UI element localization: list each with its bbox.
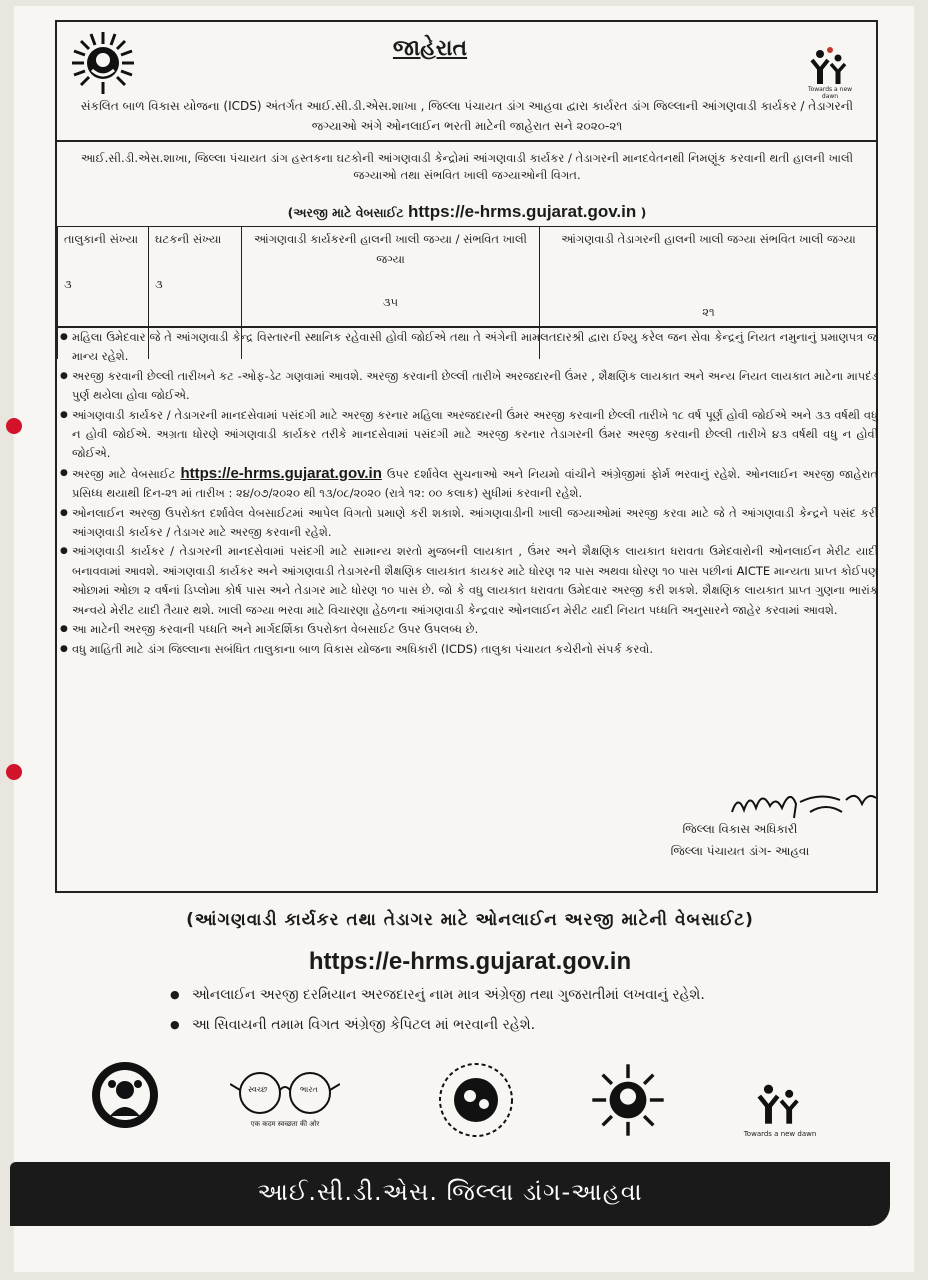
girl-child-logo-icon <box>90 1060 160 1130</box>
bullet-text: ઉપર દર્શાવેલ સુચનાઓ અને નિયમો વાંચીને અંગ્રેજીમાં ફોર્મ ભરવાનું રહેશે. ઓનલાઈન અરજી જાહેરાત પ્રસિધ્ધ થયાથી દિન-૨૧ માં તારીખ : ૨૪/૦૭/૨૦૨૦ થી ૧૩/૦૮/૨૦૨૦ (રાત્રે ૧૨: ૦૦ કલાક) સુધીમાં કરવાની રહેશે. <box>72 466 879 501</box>
officer-title: જિલ્લા વિકાસ અધિકારી <box>682 822 798 836</box>
swachh-caption: एक कदम स्वच्छता की ओर <box>250 1120 320 1128</box>
footer-text: આઈ.સી.ડી.એસ. જિલ્લા ડાંગ-આહવા <box>257 1178 643 1206</box>
divider <box>57 140 876 142</box>
swachh-bharat-logo <box>230 1068 340 1128</box>
family-figures-icon <box>740 1080 820 1126</box>
list-item: ● આ સિવાયની તમામ વિગત અંગ્રેજી કેપિટલ માં ભરવાની રહેશે. <box>170 1010 830 1040</box>
header-taluka-count: તાલુકાની સંખ્યા <box>58 227 149 276</box>
swachh-right-text: ભારત <box>300 1085 318 1094</box>
poshan-seal-icon <box>436 1060 516 1140</box>
list-item: ● મહિલા ઉમેદવાર જે તે આંગણવાડી કેન્દ્ર વિસ્તારની સ્થાનિક રહેવાસી હોવી જોઈએ તથા તે અંગેની મામલતદારશ્રી દ્વારા ઈશ્યુ કરેલ જન સેવા કેન્દ્રનું નિયત નમુનાનું પ્રમાણપત્ર જ માન્ય રહેશે. <box>60 328 878 367</box>
website-suffix: ) <box>640 205 647 220</box>
red-mark <box>6 764 22 780</box>
towards-new-dawn-logo <box>740 1080 820 1138</box>
bullet-website-prefix: અરજી માટે વેબસાઈટ <box>72 466 176 481</box>
list-item <box>60 464 878 504</box>
list-item: ● આંગણવાડી કાર્યકર / તેડાગરની માનદસેવામાં પસંદગી માટે અરજી કરનાર મહિલા અરજદારની ઉંમર અરજી કરવાની છેલ્લી તારીખે ૧૮ વર્ષ પૂર્ણ હોવી જોઈએ અને ૩૩ વર્ષથી વધુ ન હોવી જોઈએ. અગ્રતા ધોરણે આંગણવાડી કાર્યકર તરીકે માનદસેવામાં પસંદગી માટે અરજી કરનાર તેડાગરની ઉંમર અરજી કરવાની છેલ્લી તારીખે ૪૩ વર્ષથી વધુ ન હોવી જોઈએ. <box>60 406 878 464</box>
bullet-website-link[interactable]: https://e-hrms.gujarat.gov.in <box>180 464 382 482</box>
list-item: ● આ માટેની અરજી કરવાની પધ્ધતિ અને માર્ગદર્શિકા ઉપરોક્ત વેબસાઈટ ઉપર ઉપલબ્ધ છે. <box>60 620 878 639</box>
towards-caption: Towards a new dawn <box>743 1130 817 1138</box>
notice-title: જાહેરાત <box>392 36 468 61</box>
cell-worker-vacancy: ૩૫ <box>242 275 540 359</box>
cell-taluka-count: ૩ <box>58 275 149 359</box>
website-line <box>62 202 872 222</box>
towards-new-dawn-logo <box>800 46 860 100</box>
office-name: જિલ્લા પંચાયત ડાંગ- આહવા <box>670 844 810 858</box>
list-item: ● વધુ માહિતી માટે ડાંગ જિલ્લાના સબંધિત તાલુકાના બાળ વિકાસ યોજના અધિકારી (ICDS) તાલુકા પંચાયત કચેરીનો સંપર્ક કરવો. <box>60 640 878 659</box>
header-unit-count: ઘટકની સંખ્યા <box>149 227 242 276</box>
table-header-row <box>58 227 878 276</box>
website-link[interactable]: https://e-hrms.gujarat.gov.in <box>408 202 637 221</box>
family-figures-icon <box>800 46 860 86</box>
list-item: ● અરજી કરવાની છેલ્લી તારીખને કટ -ઓફ-ડેટ ગણવામાં આવશે. અરજી કરવાની છેલ્લી તારીખે અરજદારની ઉંમર , શૈક્ષણિક લાયકાત અને અન્ય નિયત લાયકાત માટેના માપદંડ પુર્ણ થયેલા હોવા જોઈએ. <box>60 367 878 406</box>
footer-band <box>10 1162 890 1226</box>
swachh-left-text: સ્વચ્છ <box>248 1085 268 1094</box>
notice-intro: સંકલિત બાળ વિકાસ યોજના (ICDS) અંતર્ગત આઈ.સી.ડી.એસ.શાખા , જિલ્લા પંચાયત ડાંગ આહવા દ્વારા કાર્યરત ડાંગ જિલ્લાની આંગણવાડી કાર્યકર / તેડાગરની જગ્યાઓ અંગે ઓનલાઈન ભરતી માટેની જાહેરાત સને ૨૦૨૦-૨૧ <box>80 99 854 133</box>
red-mark <box>6 418 22 434</box>
list-item: ● ઓનલાઈન અરજી દરમિયાન અરજદારનું નામ માત્ર અંગ્રેજી તથા ગુજરાતીમાં લખવાનું રહેશે. <box>170 980 830 1010</box>
list-item: ● ઓનલાઈન અરજી ઉપરોક્ત દર્શાવેલ વેબસાઈટમાં આપેલ વિગતો પ્રમાણે કરી શકાશે. આંગણવાડીની ખાલી જગ્યાઓમાં અરજી કરવા માટે જે તે આંગણવાડી કેન્દ્રને પસંદ કરી આંગણવાડી કાર્યકર / તેડાગર માટે અરજી કરવાની રહેશે. <box>60 504 878 543</box>
towards-caption: Towards a new dawn <box>807 86 853 100</box>
list-item: ● આંગણવાડી કાર્યકર / તેડાગરની માનદસેવામાં પસંદગી માટે સામાન્ય શરતો મુજબની લાયકાત , ઉંમર અને શૈક્ષણિક લાયકાત ધરાવતા ઉમેદવારોની ઓનલાઈન મેરીટ યાદી બનાવવામાં આવશે. આંગણવાડી કાર્યકર અને આંગણવાડી તેડાગરની શૈક્ષણિક લાયકાત કાયકર માટે ધોરણ ૧૨ પાસ અથવા ધોરણ ૧૦ પાસ પછીનાં AICTE માન્યતા પ્રાપ્ત કોઈપણ ઓછામાં ઓછા ૨ વર્ષનાં ડિપ્લોમા કોર્ષ પાસ અને તેડાગર માટે ધોરણ ૧૦ પાસ છે. જો કે વધુ લાયકાત ધરાવતા ઉમેદવાર અરજી કરી શકશે. શૈક્ષણિક લાયકાત પ્રાપ્ત ગુણના ભારાંક અન્વયે મેરીટ યાદી તૈયાર થશે. ખાલી જગ્યા ભરવા માટે વિચારણા હેઠળના આંગણવાડી કેન્દ્રવાર ઓનલાઈન મેરીટ યાદી નિયત પધ્ધતિ અનુસારને જાહેર કરવામાં આવશે. <box>60 542 878 620</box>
notice-description: આઈ.સી.ડી.એસ.શાખા, જિલ્લા પંચાયત ડાંગ હસ્તકના ઘટકોની આંગણવાડી કેન્દ્રોમાં આંગણવાડી કાર્યકર / તેડાગરની માનદવેતનથી નિમણૂંક કરવાની થતી હાલની ખાલી જગ્યાઓ તથા સંભવિત ખાલી જગ્યાઓની વિગત. <box>80 151 854 182</box>
icds-sun-logo-icon <box>590 1062 666 1138</box>
header-worker-vacancy: આંગણવાડી કાર્યકરની હાલની ખાલી જગ્યા / સંભવિત ખાલી જગ્યા <box>242 227 540 276</box>
logo-strip <box>90 1060 850 1160</box>
sign-off-block <box>620 818 860 862</box>
instruction-list <box>60 328 878 659</box>
header-helper-vacancy: આંગણવાડી તેડાગરની હાલની ખાલી જગ્યા સંભવિત ખાલી જગ્યા <box>540 227 878 276</box>
bottom-notes <box>170 980 830 1040</box>
cell-unit-count: ૩ <box>149 275 242 359</box>
spectacles-icon <box>230 1068 340 1118</box>
bottom-website-link[interactable]: https://e-hrms.gujarat.gov.in <box>308 948 632 975</box>
bottom-heading: (આંગણવાડી કાર્યકર તથા તેડાગર માટે ઓનલાઈન અરજી માટેની વેબસાઈટ) <box>186 910 754 930</box>
website-prefix: (અરજી માટે વેબસાઈટ <box>287 205 404 220</box>
icds-sun-logo-icon <box>70 30 136 96</box>
cell-helper-vacancy: ૨૧ <box>540 275 878 359</box>
